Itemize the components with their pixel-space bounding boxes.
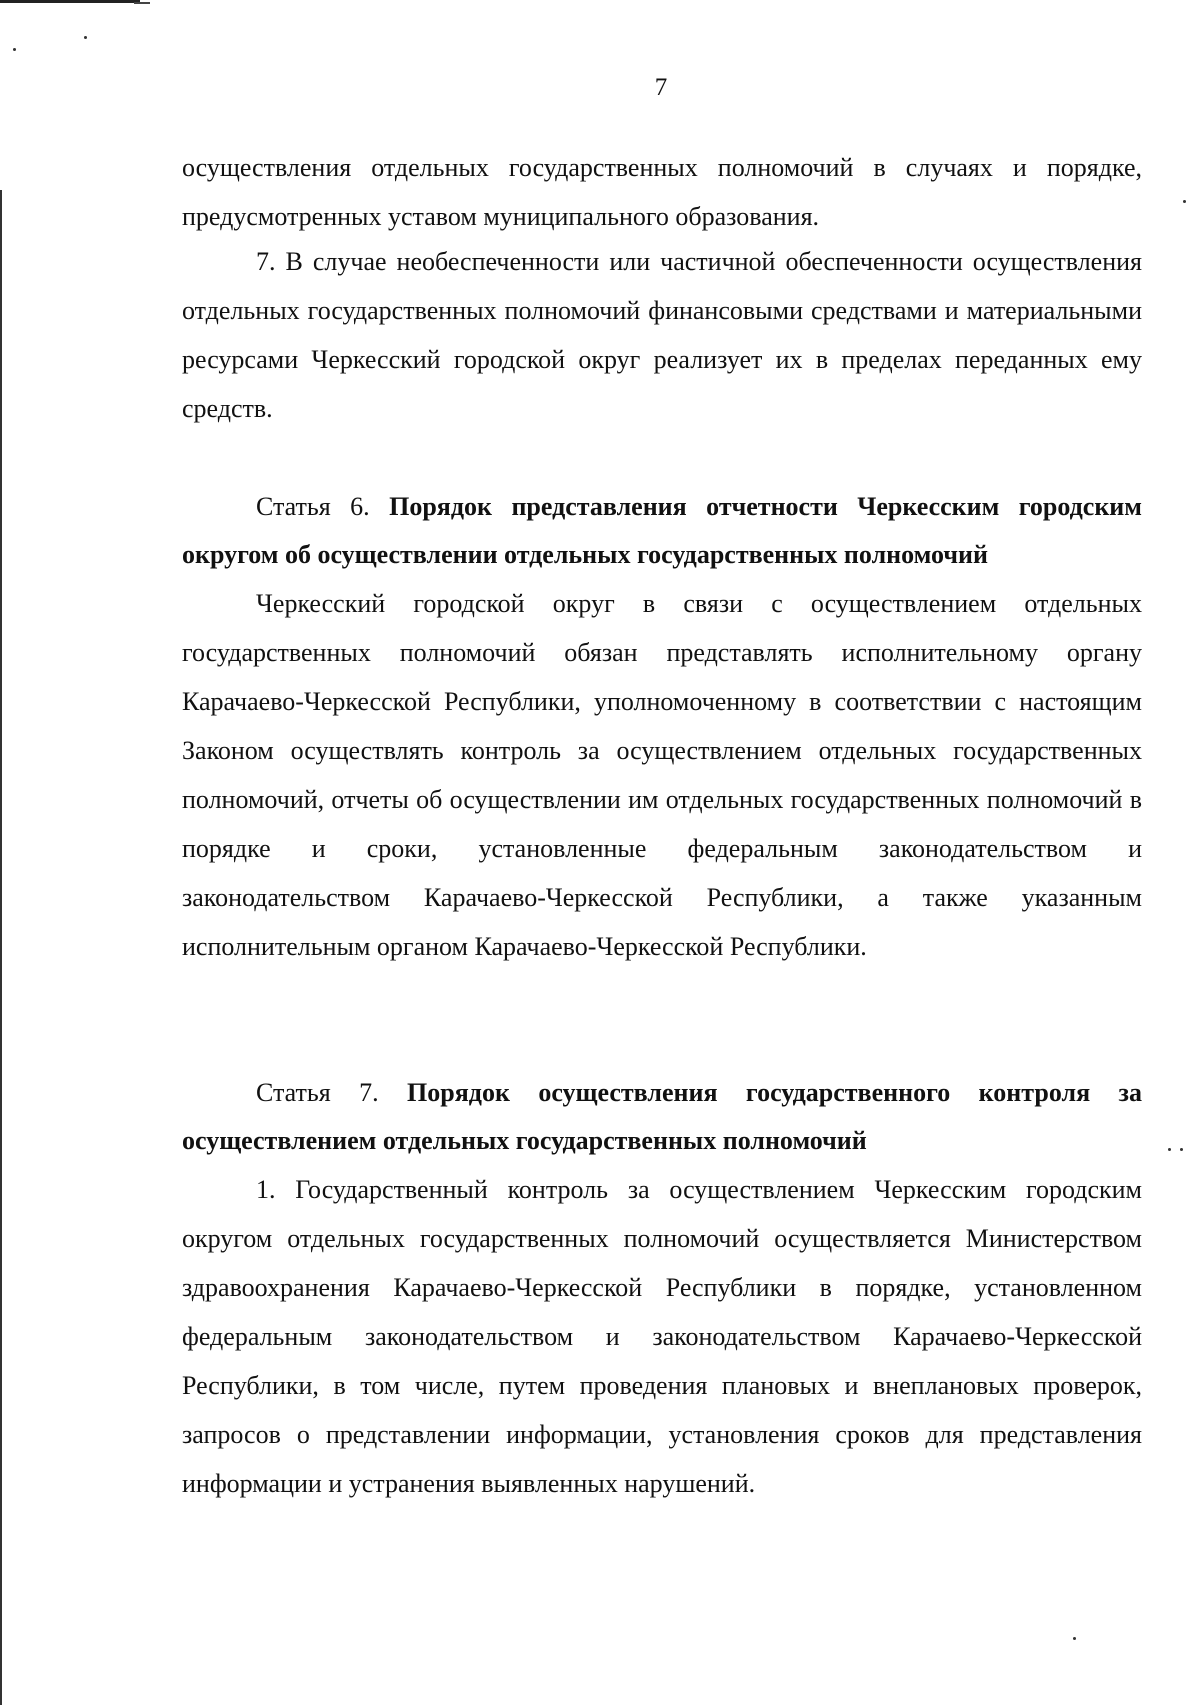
scan-artifact-dot [1180,1148,1183,1151]
article-7-title: Порядок осуществления государственного контроля за осуществлением отдельных государственных полномочий [182,1078,1142,1155]
article-6-body: Черкесский городской округ в связи с осуществлением отдельных государственных полномочий обязан представлять исполнительному органу Карачаево-Черкесской Республики, уполномоченному в соответствии с настоящим Законом осуществлять контроль за осуществлением отдельных государственных полномочий, отчеты об осуществлении им отдельных государственных полномочий в порядке и сроки, установленные федеральным законодательством и законодательством Карачаево-Черкесской Республики, а также указанным исполнительным органом Карачаево-Черкесской Республики. [182,589,1142,961]
article-7-heading [182,1069,1142,1165]
article-6-title: Порядок представления отчетности Черкесским городским округом об осуществлении отдельных государственных полномочий [182,492,1142,569]
article-7-number: Статья 7. [256,1078,379,1107]
scan-artifact-edge [0,190,2,1705]
article-7-body: 1. Государственный контроль за осуществлением Черкесским городским округом отдельных государственных полномочий осуществляется Министерством здравоохранения Карачаево-Черкесской Республики в порядке, установленном федеральным законодательством и законодательством Карачаево-Черкесской Республики, в том числе, путем проведения плановых и внеплановых проверок, запросов о представлении информации, установления сроков для представления информации и устранения выявленных нарушений. [182,1175,1142,1498]
scan-artifact-dot [1073,1637,1076,1640]
scan-artifact-line [0,0,140,3]
article-6-heading [182,483,1142,579]
scan-artifact-dot [1168,1148,1171,1151]
scan-artifact-dot [1183,200,1186,203]
scan-artifact-line [134,2,150,4]
page-number: 7 [654,74,668,101]
paragraph-item-7: 7. В случае необеспеченности или частичной обеспеченности осуществления отдельных государственных полномочий финансовыми средствами и материальными ресурсами Черкесский городской округ реализует их в пределах переданных ему средств. [182,247,1142,423]
scan-artifact-dot [84,36,87,39]
scan-artifact-dot [13,48,16,51]
article-6-number: Статья 6. [256,492,370,521]
paragraph-continuation: осуществления отдельных государственных полномочий в случаях и порядке, предусмотренных уставом муниципального образования. [182,153,1142,231]
